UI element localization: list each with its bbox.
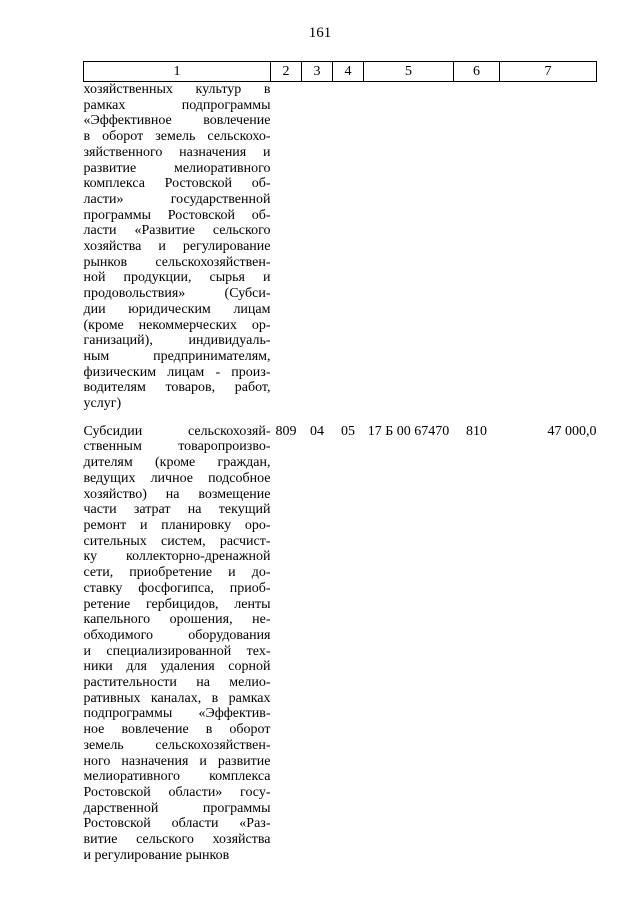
description-line: ной продукции, сырья и [83, 270, 271, 286]
description-line: рамках подпрограммы [83, 97, 271, 113]
description-line: капельного орошения, не- [83, 612, 271, 628]
column-header-6: 6 [454, 62, 500, 82]
description-line: ремонт и планировку оро- [83, 517, 271, 533]
description-line: программы Ростовской об- [83, 207, 271, 223]
description-line: обходимого оборудования [83, 627, 271, 643]
cell-expense-type-code [454, 82, 500, 424]
description-line: Ростовской области «Раз- [83, 816, 271, 832]
description-line: витие сельского хозяйства [83, 832, 271, 848]
description-line: услуг) [83, 396, 122, 412]
description-line: ку коллекторно-дренажной [83, 549, 271, 565]
cell-section-code: 04 [310, 423, 324, 439]
description-line: части затрат на текущий [83, 502, 271, 518]
description-line: земель сельскохозяйствен- [83, 737, 271, 753]
description-line: хозяйство) на возмещение [83, 486, 271, 502]
description-line: рынков сельскохозяйствен- [83, 254, 271, 270]
description-line: дарственной программы [83, 800, 271, 816]
description-line: ведущих личное подсобное [83, 470, 271, 486]
description-line: Субсидии сельскохозяй- [83, 423, 271, 439]
row-description [84, 424, 271, 864]
description-line: ласти» государственной [83, 191, 271, 207]
cell-expense-type-code: 810 [466, 423, 487, 439]
description-line: ганизаций), индивидуаль- [83, 333, 271, 349]
description-line: хозяйства и регулирование [83, 239, 271, 255]
description-line: «Эффективное вовлечение [83, 113, 271, 129]
column-header-5: 5 [364, 62, 454, 82]
description-line: подпрограммы «Эффектив- [83, 706, 271, 722]
description-line: дии юридическим лицам [83, 301, 271, 317]
description-line: хозяйственных культур в [83, 82, 271, 97]
column-header-2: 2 [271, 62, 302, 82]
description-line: ретение гербицидов, ленты [83, 596, 271, 612]
cell-target-article-code [364, 82, 454, 424]
column-header-3: 3 [302, 62, 333, 82]
cell-amount: 47 000,0 [547, 423, 597, 439]
column-header-4: 4 [333, 62, 364, 82]
description-line: ным предпринимателям, [83, 348, 271, 364]
description-line: ное вовлечение в оборот [83, 722, 271, 738]
description-line: в оборот земель сельскохо- [83, 129, 271, 145]
column-header-1: 1 [84, 62, 271, 82]
page-number: 161 [308, 25, 332, 41]
description-line: ного назначения и развитие [83, 753, 271, 769]
row-description [84, 82, 271, 424]
cell-target-article-code: 17 Б 00 67470 [367, 423, 450, 439]
budget-table [83, 61, 597, 863]
table-row [84, 424, 597, 864]
description-line: ративных каналах, в рамках [83, 690, 271, 706]
column-header-7: 7 [500, 62, 597, 82]
description-line: комплекса Ростовской об- [83, 176, 271, 192]
description-line: продовольствия» (Субси- [83, 286, 271, 302]
table-row [84, 82, 597, 424]
description-line: ласти «Развитие сельского [83, 223, 271, 239]
cell-ministry-code: 809 [275, 423, 297, 439]
description-line: и специализированной тех- [83, 643, 271, 659]
description-line: сительных систем, расчист- [83, 533, 271, 549]
description-line: водителям товаров, работ, [83, 380, 271, 396]
cell-section-code [302, 82, 333, 424]
description-line: дителям (кроме граждан, [83, 455, 271, 471]
description-line: физическим лицам - произ- [83, 364, 271, 380]
cell-subsection-code: 05 [341, 423, 355, 439]
cell-ministry-code [271, 82, 302, 424]
description-line: развитие мелиоративного [83, 160, 271, 176]
description-line: зяйственного назначения и [83, 144, 271, 160]
description-line: сети, приобретение и до- [83, 565, 271, 581]
description-line: ставку фосфогипса, приоб- [83, 580, 271, 596]
cell-subsection-code [333, 82, 364, 424]
description-line: и регулирование рынков [83, 847, 230, 863]
description-line: ники для удаления сорной [83, 659, 271, 675]
cell-amount [500, 82, 597, 424]
description-line: ственным товаропроизво- [83, 439, 271, 455]
description-line: (кроме некоммерческих ор- [83, 317, 271, 333]
description-line: Ростовской области» госу- [83, 784, 271, 800]
column-number-header-row [84, 62, 597, 82]
description-line: растительности на мелио- [83, 675, 271, 691]
description-line: мелиоративного комплекса [83, 769, 271, 785]
